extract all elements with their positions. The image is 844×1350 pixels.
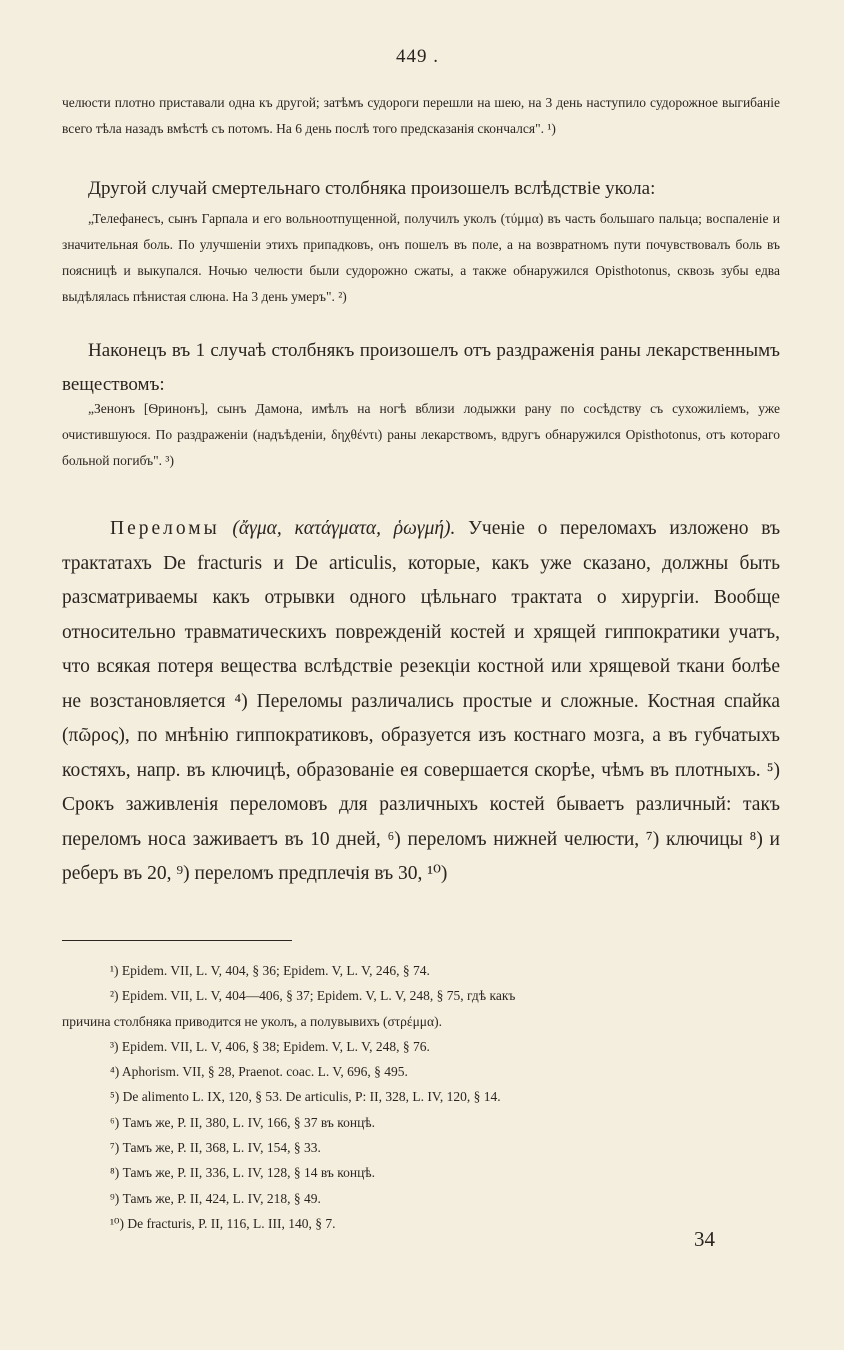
- quote-telephanes: „Телефанесъ, сынъ Гарпала и его вольноотпущенной, получилъ уколъ (τύμμα) въ часть большаго пальца; воспаленіе и значительная боль. По улучшеніи этихъ припадковъ, онъ пошелъ въ поле, а на возвратномъ пути почувствовалъ боль въ поясницѣ и выкупался. Ночью челюсти были судорожно сжаты, а также обнаружился Opisthotonus, сквозь зубы едва выдѣлялась пѣнистая слюна. На 3 день умеръ". ²): [62, 211, 780, 304]
- page-number: 449 .: [396, 46, 439, 67]
- footnote-6: ⁶) Тамъ же, Р. II, 380, L. IV, 166, § 37 въ концѣ.: [110, 1114, 376, 1130]
- paragraph-1: челюсти плотно приставали одна къ другой; затѣмъ судороги перешли на шею, на 3 день наступило судорожное выгибаніе всего тѣла назадъ вмѣстѣ съ потомъ. На 6 день послѣ того предсказанія скончался". ¹): [62, 95, 780, 136]
- section-body: Ученіе о переломахъ изложено въ трактатахъ De fracturis и De articulis, которые, какъ уже сказано, должны быть разсматриваемы какъ отрывки одного цѣльнаго трактата о хирургіи. Вообще относительно травматическихъ поврежденій костей и хрящей гиппократики учатъ, что всякая потеря вещества вслѣдствіе резекціи костной или хрящевой ткани болѣе не возстановляется ⁴) Переломы различались простые и сложные. Костная спайка (πῶρος), по мнѣнію гиппократиковъ, образуется изъ костнаго мозга, а въ губчатыхъ костяхъ, напр. въ ключицѣ, образованіе ея совершается скорѣе, чѣмъ въ плотныхъ. ⁵) Срокъ заживленія переломовъ для различныхъ костей бываетъ различный: такъ переломъ носа заживаетъ въ 10 дней, ⁶) переломъ нижней челюсти, ⁷) ключицы ⁸) и реберъ въ 20, ⁹) переломъ предплечія въ 30, ¹⁰): [62, 518, 781, 884]
- footnote-10: ¹⁰) De fracturis, Р. II, 116, L. III, 140, § 7.: [110, 1215, 336, 1231]
- section-fractures: [62, 512, 780, 892]
- footnote-1: ¹) Epidem. VII, L. V, 404, § 36; Epidem. V, L. V, 246, § 74.: [110, 963, 430, 978]
- footnote-rule: [62, 940, 292, 941]
- section-heading: Переломы: [110, 518, 220, 539]
- paragraph-3: Наконецъ въ 1 случаѣ столбнякъ произошелъ отъ раздраженія раны лекарственнымъ веществомъ:: [62, 340, 780, 395]
- footnote-4: ⁴) Aphorism. VII, § 28, Praenot. coac. L. V, 696, § 495.: [110, 1064, 408, 1080]
- paragraph-2: Другой случай смертельнаго столбняка произошелъ вслѣдствіе укола:: [88, 178, 656, 199]
- footnote-7: ⁷) Тамъ же, Р. II, 368, L. IV, 154, § 33.: [110, 1140, 321, 1156]
- footnotes: [62, 958, 782, 1236]
- footnote-9: ⁹) Тамъ же, Р. II, 424, L. IV, 218, § 49.: [110, 1190, 321, 1206]
- footnote-2: ²) Epidem. VII, L. V, 404—406, § 37; Epidem. V, L. V, 248, § 75, гдѣ какъ: [110, 988, 516, 1004]
- footnote-2-cont: причина столбняка приводится не уколъ, а полувывихъ (στρέμμα).: [62, 1013, 442, 1029]
- footnote-3: ³) Epidem. VII, L. V, 406, § 38; Epidem. V, L. V, 248, § 76.: [110, 1038, 430, 1054]
- footnote-8: ⁸) Тамъ же, Р. II, 336, L. IV, 128, § 14 въ концѣ.: [110, 1165, 376, 1181]
- signature-mark: 34: [694, 1227, 715, 1251]
- footnote-5: ⁵) De alimento L. IX, 120, § 53. De articulis, P: II, 328, L. IV, 120, § 14.: [110, 1089, 501, 1105]
- quote-zenon: „Зенонъ [Ѳринонъ], сынъ Дамона, имѣлъ на ногѣ вблизи лодыжки рану по сосѣдству съ сухожиліемъ, уже очистившуюся. По раздраженіи (надъѣденіи, δηχθέντι) раны лекарствомъ, вдругъ обнаружился Opisthotonus, отъ котораго больной погибъ". ³): [62, 401, 780, 468]
- section-heading-greek: (ἄγμα, κατάγματα, ῥωγμή).: [232, 518, 456, 539]
